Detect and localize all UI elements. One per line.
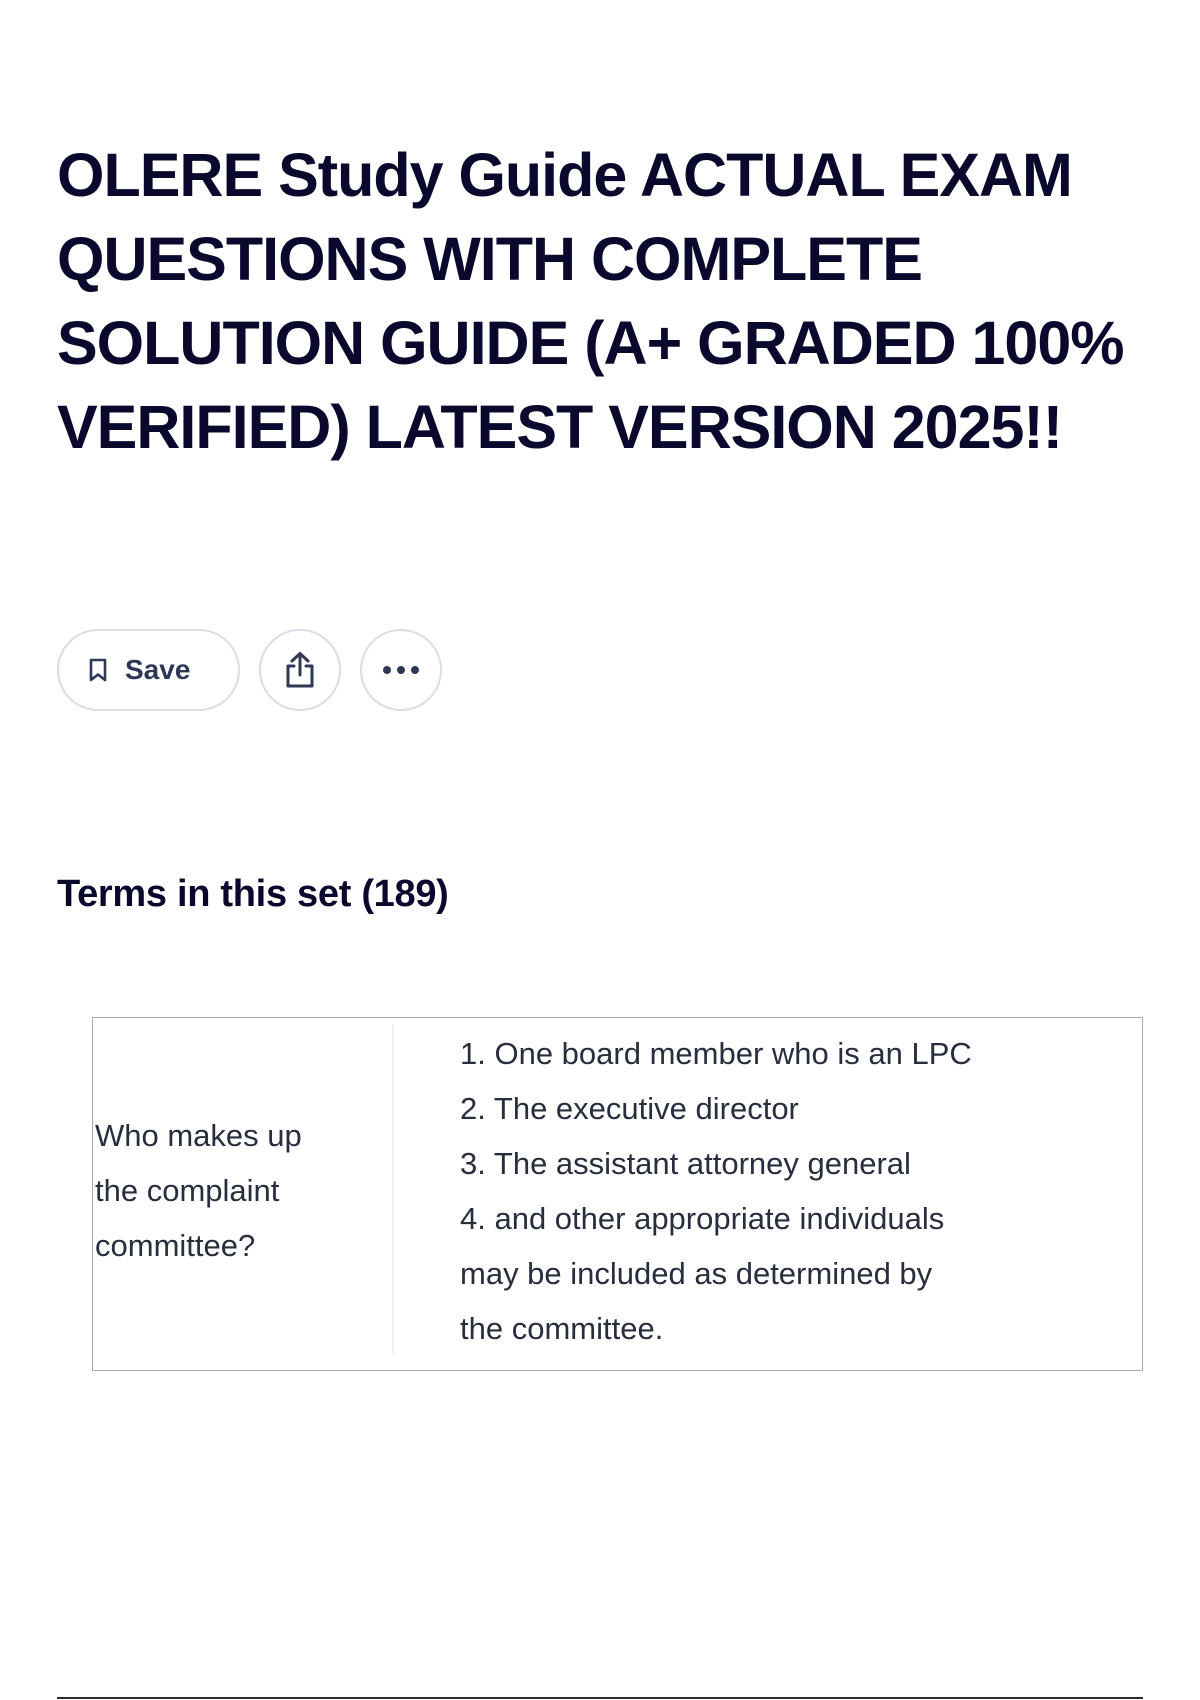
definition-line: 1. One board member who is an LPC xyxy=(460,1036,972,1071)
bottom-divider xyxy=(57,1697,1143,1699)
term-card[interactable] xyxy=(92,1017,1143,1371)
share-button[interactable] xyxy=(259,629,341,711)
save-button-label: Save xyxy=(125,654,191,685)
page-title: OLERE Study Guide ACTUAL EXAM QUESTIONS WITH COMPLETE SOLUTION GUIDE (A+ GRADED 100% VERIFIED) LATEST VERSION 2025!! xyxy=(57,141,1124,461)
action-bar xyxy=(57,627,442,713)
term-divider xyxy=(392,1024,394,1354)
definition-line: 3. The assistant attorney general xyxy=(460,1146,911,1181)
term-definition xyxy=(460,1026,1060,1356)
definition-line: 4. and other appropriate individuals xyxy=(460,1201,945,1236)
more-options-button[interactable] xyxy=(360,629,442,711)
bookmark-icon xyxy=(89,658,107,682)
save-button[interactable] xyxy=(57,629,240,711)
definition-line: 2. The executive director xyxy=(460,1091,799,1126)
share-icon xyxy=(282,651,318,689)
more-icon xyxy=(381,665,421,675)
terms-heading: Terms in this set (189) xyxy=(57,873,449,915)
definition-line: may be included as determined by xyxy=(460,1256,933,1291)
definition-line: the committee. xyxy=(460,1311,664,1346)
term-word: Who makes up the complaint committee? xyxy=(95,1118,302,1263)
